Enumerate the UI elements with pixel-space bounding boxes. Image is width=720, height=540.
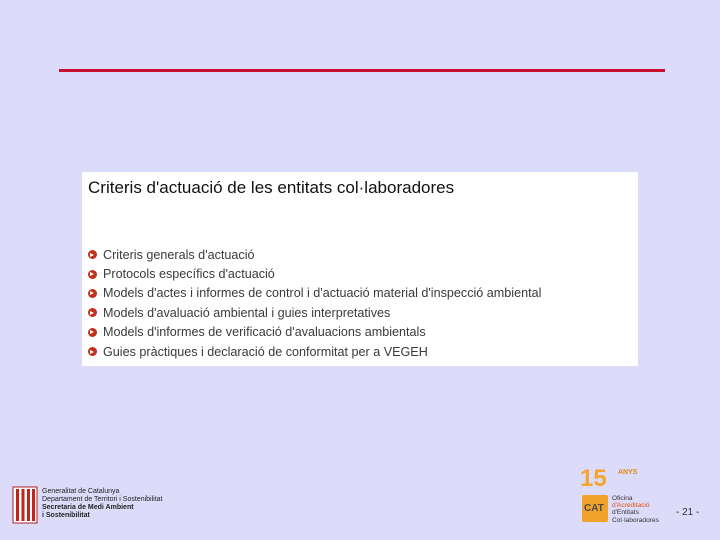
arrow-bullet-icon	[88, 289, 97, 298]
link-list	[88, 245, 541, 361]
anniversary-number: 15	[580, 465, 607, 492]
arrow-bullet-icon	[88, 250, 97, 259]
secretaria-line-2: i Sostenibilitat	[42, 512, 90, 519]
secretaria-line: Secretaria de Medi Ambient	[42, 504, 134, 511]
generalitat-line: Generalitat de Catalunya	[42, 488, 120, 495]
list-item[interactable]: Models d'actes i informes de control i d'actuació material d'inspecció ambiental	[88, 284, 541, 303]
top-red-rule	[59, 69, 665, 72]
arrow-bullet-icon	[88, 308, 97, 317]
anniversary-logo	[578, 465, 678, 527]
panel-title: Criteris d'actuació de les entitats col·laboradores	[88, 178, 455, 197]
department-line: Departament de Territori i Sostenibilitat	[42, 496, 163, 503]
cat-badge: CAT	[582, 495, 608, 522]
generalitat-logo	[12, 486, 162, 524]
list-item[interactable]: Models d'informes de verificació d'avaluacions ambientals	[88, 323, 541, 342]
list-item[interactable]: Protocols específics d'actuació	[88, 264, 541, 283]
list-item[interactable]: Guies pràctiques i declaració de conformitat per a VEGEH	[88, 342, 541, 361]
oficina-text: Oficina d'Acreditació d'Entitats Col·laboradores	[612, 495, 659, 524]
generalitat-seal-icon	[12, 486, 38, 524]
arrow-bullet-icon	[88, 347, 97, 356]
list-item[interactable]: Criteris generals d'actuació	[88, 245, 541, 264]
arrow-bullet-icon	[88, 270, 97, 279]
page-number: - 21 -	[676, 507, 700, 518]
list-item[interactable]: Models d'avaluació ambiental i guies interpretatives	[88, 303, 541, 322]
arrow-bullet-icon	[88, 328, 97, 337]
anniversary-label: ANYS	[618, 469, 638, 476]
content-panel	[82, 172, 638, 366]
